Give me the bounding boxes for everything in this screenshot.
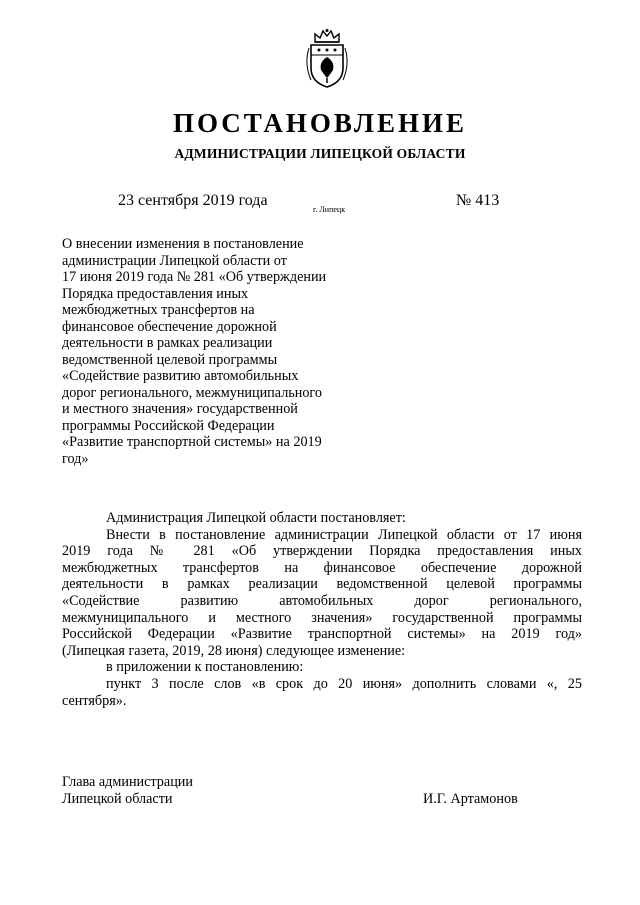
body-line: в приложении к постановлению: <box>106 659 304 676</box>
subject-line: 17 июня 2019 года № 281 «Об утверждении <box>62 269 327 285</box>
body-line: Российской Федерации «Развитие транспортной системы» на 2019 год» <box>62 626 582 643</box>
document-body <box>62 510 582 709</box>
subject-line: межбюджетных трансфертов на <box>62 302 255 318</box>
subject-line: О внесении изменения в постановление <box>62 236 304 252</box>
document-subject <box>62 236 362 467</box>
subject-line: администрации Липецкой области от <box>62 252 287 269</box>
subject-line: и местного значения» государственной <box>62 401 298 417</box>
document-number: № 413 <box>456 192 500 209</box>
document-subtitle: АДМИНИСТРАЦИИ ЛИПЕЦКОЙ ОБЛАСТИ <box>174 146 466 161</box>
subject-line: год» <box>62 450 89 467</box>
signature-block <box>62 774 193 808</box>
subject-line: «Содействие развитию автомобильных <box>62 368 299 384</box>
body-line: Внести в постановление администрации Липецкой области от 17 июня <box>106 526 582 543</box>
document-date: 23 сентября 2019 года <box>118 192 268 209</box>
coat-of-arms-icon <box>301 28 353 90</box>
body-line: «Содействие развитию автомобильных дорог регионального, <box>62 592 582 609</box>
body-line: деятельности в рамках реализации ведомственной целевой программы <box>62 576 582 593</box>
document-city: г. Липецк <box>313 205 346 214</box>
body-line: пункт 3 после слов «в срок до 20 июня» дополнить словами «, 25 <box>106 675 582 692</box>
subject-line: финансовое обеспечение дорожной <box>62 318 277 335</box>
body-line: Администрация Липецкой области постановляет: <box>106 510 406 526</box>
body-line: (Липецкая газета, 2019, 28 июня) следующее изменение: <box>62 642 406 659</box>
subject-line: ведомственной целевой программы <box>62 351 278 368</box>
subject-line: Порядка предоставления иных <box>62 285 249 302</box>
signature-title-line: Липецкой области <box>62 791 173 807</box>
subject-line: программы Российской Федерации <box>62 417 275 434</box>
body-line: межбюджетных трансфертов на финансовое обеспечение дорожной <box>62 559 582 576</box>
body-line: межмуниципального и местного значения» государственной программы <box>62 609 582 626</box>
subject-line: деятельности в рамках реализации <box>62 335 273 351</box>
signature-title-line: Глава администрации <box>62 774 193 790</box>
subject-line: дорог регионального, межмуниципального <box>62 384 322 401</box>
subject-line: «Развитие транспортной системы» на 2019 <box>62 434 322 450</box>
body-line: сентября». <box>62 692 127 709</box>
document-title: ПОСТАНОВЛЕНИЕ <box>172 108 468 138</box>
signer-name: И.Г. Артамонов <box>423 791 518 807</box>
body-line: 2019 года № 281 «Об утверждении Порядка предоставления иных <box>62 543 582 560</box>
